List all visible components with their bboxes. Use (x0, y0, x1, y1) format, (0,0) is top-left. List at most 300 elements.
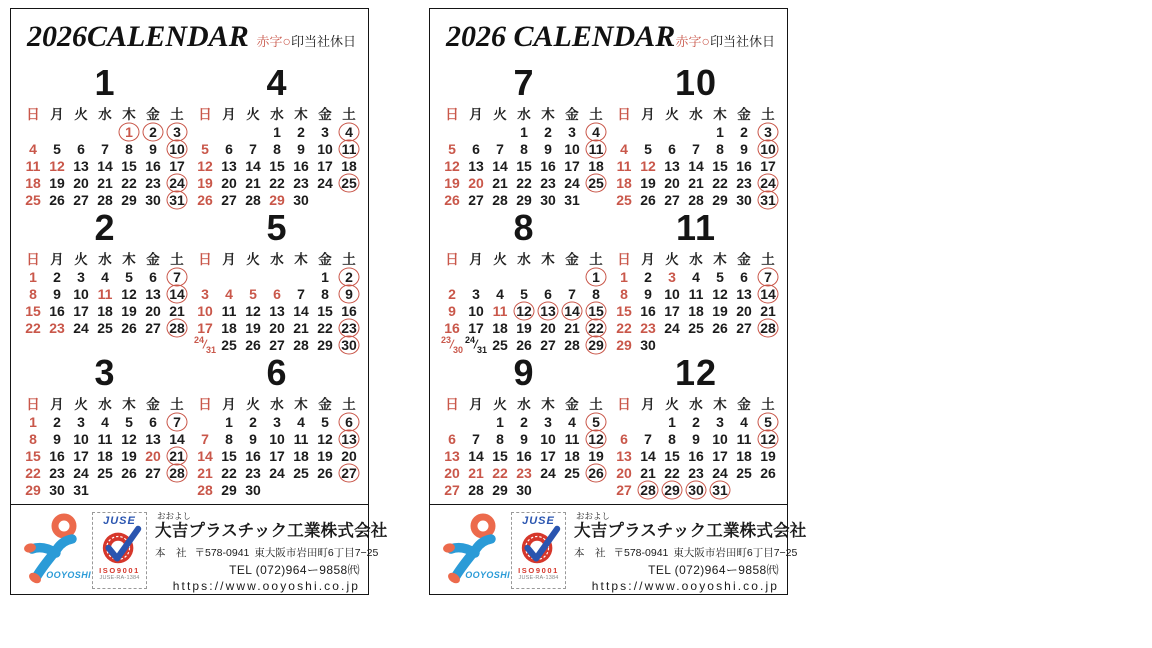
date-cell: 15 (317, 302, 333, 319)
date-cell: 5 (520, 285, 528, 302)
date-cell: 22 (584, 319, 608, 336)
month-grid (440, 393, 608, 498)
date-cell: 28 (688, 191, 704, 208)
month-grid (612, 393, 780, 498)
date-cell: 28 (492, 191, 508, 208)
date-cell: 4 (568, 413, 576, 430)
empty-cell (660, 336, 684, 353)
date-cell: 6 (337, 413, 361, 430)
date-cell: 1 (584, 268, 608, 285)
month-grid (440, 248, 608, 353)
weekday-label: 木 (122, 397, 136, 412)
date-cell: 24 (664, 319, 680, 336)
date-cell: 26 (245, 336, 261, 353)
date-cell: 22 (616, 319, 632, 336)
date-cell: 3 (201, 285, 209, 302)
date-cell: 9 (544, 140, 552, 157)
date-cell: 30 (145, 191, 161, 208)
date-cell: 22 (25, 464, 41, 481)
weekday-label: 日 (617, 252, 631, 267)
date-cell: 27 (145, 464, 161, 481)
date-cell: 14 (756, 285, 780, 302)
month-4 (193, 63, 361, 208)
date-cell: 29 (121, 191, 137, 208)
empty-cell (93, 123, 117, 140)
weekday-label: 木 (541, 107, 555, 122)
weekday-label: 火 (493, 107, 507, 122)
weekday-label: 火 (74, 107, 88, 122)
date-cell: 7 (756, 268, 780, 285)
date-cell: 21 (760, 302, 776, 319)
empty-cell (464, 123, 488, 140)
date-cell: 23 (145, 174, 161, 191)
date-cell: 22 (492, 464, 508, 481)
date-cell: 2 (692, 413, 700, 430)
date-cell: 4 (584, 123, 608, 140)
date-cell: 11 (337, 140, 361, 157)
date-cell: 8 (520, 140, 528, 157)
month-grid (612, 248, 780, 353)
date-cell: 1 (620, 268, 628, 285)
date-cell: 26 (444, 191, 460, 208)
weekday-label: 水 (517, 397, 531, 412)
weekday-label: 土 (589, 107, 603, 122)
date-cell: 4 (692, 268, 700, 285)
empty-cell (584, 191, 608, 208)
date-cell: 16 (688, 447, 704, 464)
empty-cell (45, 123, 69, 140)
empty-cell (560, 268, 584, 285)
iso-label: ISO9001 (99, 566, 140, 575)
empty-cell (337, 191, 361, 208)
date-cell: 24 (73, 464, 89, 481)
date-cell: 15 (664, 447, 680, 464)
month-number: 3 (94, 352, 116, 393)
date-cell: 22 (269, 174, 285, 191)
ooyoshi-logo (23, 512, 91, 588)
company-info (152, 511, 388, 593)
date-cell: 18 (688, 302, 704, 319)
empty-cell (464, 268, 488, 285)
date-cell: 20 (444, 464, 460, 481)
month-number: 10 (674, 62, 718, 103)
weekday-label: 土 (761, 107, 775, 122)
date-cell: 24 (73, 319, 89, 336)
date-cell: 16 (145, 157, 161, 174)
legend-red-text: 赤字 (256, 34, 283, 49)
date-cell: 4 (101, 413, 109, 430)
date-cell: 16 (540, 157, 556, 174)
date-cell: 29 (221, 481, 237, 498)
date-cell: 16 (444, 319, 460, 336)
juse-iso-badge (511, 512, 566, 589)
juse-registration-number: JUSE-RA-1384 (99, 575, 140, 581)
date-cell: 3 (716, 413, 724, 430)
date-cell: 19 (640, 174, 656, 191)
date-cell: 31 (165, 191, 189, 208)
date-cell: 21 (169, 302, 185, 319)
date-cell: 17 (169, 157, 185, 174)
weekday-label: 月 (641, 107, 655, 122)
month-grid (612, 103, 780, 208)
date-cell: 10 (197, 302, 213, 319)
empty-cell (488, 123, 512, 140)
empty-cell (141, 481, 165, 498)
date-cell: 15 (584, 302, 608, 319)
date-cell: 10 (165, 140, 189, 157)
date-cell: 14 (169, 430, 185, 447)
weekday-label: 水 (98, 397, 112, 412)
date-cell: 8 (496, 430, 504, 447)
date-cell: 25 (564, 464, 580, 481)
date-cell: 2 (53, 413, 61, 430)
date-cell: 11 (97, 285, 113, 302)
date-cell: 27 (444, 481, 460, 498)
weekday-label: 木 (122, 107, 136, 122)
date-cell: 7 (472, 430, 480, 447)
empty-cell (636, 413, 660, 430)
weekday-label: 木 (713, 107, 727, 122)
month-9 (440, 353, 608, 498)
month-grid (193, 393, 361, 498)
weekday-label: 日 (198, 107, 212, 122)
month-10 (612, 63, 780, 208)
date-cell: 28 (97, 191, 113, 208)
weekday-label: 火 (246, 397, 260, 412)
date-cell: 11 (492, 302, 508, 319)
month-number: 11 (675, 207, 717, 248)
date-cell: 14 (492, 157, 508, 174)
weekday-label: 日 (198, 397, 212, 412)
empty-cell (636, 123, 660, 140)
date-cell: 3 (77, 268, 85, 285)
legend-red-text: 赤字 (675, 34, 702, 49)
date-cell: 29 (660, 481, 684, 498)
date-cell: 26 (49, 191, 65, 208)
weekday-label: 木 (541, 252, 555, 267)
weekday-label: 月 (50, 397, 64, 412)
empty-cell (756, 336, 780, 353)
empty-cell (289, 481, 313, 498)
empty-cell (313, 191, 337, 208)
weekday-label: 水 (270, 397, 284, 412)
calendar-title: 2026 CALENDAR (446, 20, 676, 53)
date-cell: 12 (197, 157, 213, 174)
date-cell: 12 (584, 430, 608, 447)
date-cell: 21 (245, 174, 261, 191)
date-cell: 7 (165, 413, 189, 430)
date-cell: 13 (444, 447, 460, 464)
date-cell: 13 (73, 157, 89, 174)
date-cell: 1 (117, 123, 141, 140)
date-cell: 6 (448, 430, 456, 447)
weekday-label: 金 (146, 252, 160, 267)
date-cell: 8 (668, 430, 676, 447)
empty-cell (612, 123, 636, 140)
date-cell: 8 (321, 285, 329, 302)
date-cell: 5 (125, 268, 133, 285)
empty-cell (265, 268, 289, 285)
company-tel: TEL (072)964ー9858㈹ (229, 563, 360, 577)
date-cell: 4 (101, 268, 109, 285)
date-cell: 3 (321, 123, 329, 140)
date-cell: 6 (740, 268, 748, 285)
date-cell: 30 (640, 336, 656, 353)
weekday-label: 日 (445, 397, 459, 412)
date-cell: 9 (297, 140, 305, 157)
date-cell: 7 (165, 268, 189, 285)
date-cell: 20 (269, 319, 285, 336)
weekday-label: 木 (294, 252, 308, 267)
date-cell: 8 (273, 140, 281, 157)
empty-cell (21, 123, 45, 140)
date-cell: 19 (197, 174, 213, 191)
empty-cell (117, 481, 141, 498)
date-cell: 26 (712, 319, 728, 336)
date-cell: 27 (468, 191, 484, 208)
date-cell: 29 (25, 481, 41, 498)
empty-cell (93, 481, 117, 498)
address-text: 東大阪市岩田町6丁目7−25 (254, 547, 379, 559)
weekday-label: 日 (26, 397, 40, 412)
date-cell: 9 (692, 430, 700, 447)
weekday-label: 金 (565, 397, 579, 412)
date-cell: 18 (588, 157, 604, 174)
date-cell: 4 (740, 413, 748, 430)
date-cell: 24 (756, 174, 780, 191)
weekday-label: 日 (617, 107, 631, 122)
company-furigana: おおよし (157, 511, 192, 521)
date-cell: 4 (337, 123, 361, 140)
date-cell: 30 (516, 481, 532, 498)
date-cell: 20 (616, 464, 632, 481)
date-cell: 25 (616, 191, 632, 208)
date-cell: 10 (712, 430, 728, 447)
date-cell: 27 (221, 191, 237, 208)
date-cell: 18 (341, 157, 357, 174)
date-cell: 9 (448, 302, 456, 319)
address-text: 東大阪市岩田町6丁目7−25 (673, 547, 798, 559)
date-cell: 19 (49, 174, 65, 191)
date-cell: 17 (197, 319, 213, 336)
empty-cell (241, 123, 265, 140)
postal-code: 〒578-0941 (613, 547, 669, 559)
ooyoshi-logo (442, 512, 510, 588)
month-number: 6 (266, 352, 288, 393)
empty-cell (464, 413, 488, 430)
date-cell: 9 (149, 140, 157, 157)
date-cell: 12 (640, 157, 656, 174)
date-cell: 29 (269, 191, 285, 208)
date-cell: 6 (668, 140, 676, 157)
date-cell: 18 (736, 447, 752, 464)
month-number: 1 (94, 62, 116, 103)
month-1 (21, 63, 189, 208)
weekday-label: 金 (318, 252, 332, 267)
date-cell: 27 (664, 191, 680, 208)
date-cell: 9 (53, 430, 61, 447)
date-cell: 24 (165, 174, 189, 191)
date-cell: 14 (293, 302, 309, 319)
month-grid (21, 248, 189, 336)
company-footer (11, 504, 388, 594)
company-furigana: おおよし (576, 511, 611, 521)
month-11 (612, 208, 780, 353)
date-cell: 29 (492, 481, 508, 498)
date-cell: 3 (668, 268, 676, 285)
date-cell: 4 (29, 140, 37, 157)
date-cell: 27 (269, 336, 285, 353)
weekday-label: 金 (565, 107, 579, 122)
date-cell: 11 (293, 430, 309, 447)
date-cell: 3 (544, 413, 552, 430)
company-footer (430, 504, 807, 594)
weekday-label: 土 (589, 397, 603, 412)
date-cell: 7 (568, 285, 576, 302)
date-cell: 19 (317, 447, 333, 464)
weekday-label: 月 (222, 397, 236, 412)
date-cell: 25 (293, 464, 309, 481)
date-cell: 9 (520, 430, 528, 447)
date-cell: 30 (245, 481, 261, 498)
date-cell: 10 (269, 430, 285, 447)
date-cell: 15 (269, 157, 285, 174)
date-cell: 8 (716, 140, 724, 157)
weekday-label: 日 (445, 252, 459, 267)
date-cell: 26 (121, 319, 137, 336)
date-cell: 30 (684, 481, 708, 498)
date-cell: 16 (640, 302, 656, 319)
date-cell: 19 (444, 174, 460, 191)
date-cell: 31 (564, 191, 580, 208)
empty-cell (313, 481, 337, 498)
date-cell: 21 (293, 319, 309, 336)
date-cell: 22 (516, 174, 532, 191)
date-cell: 5 (644, 140, 652, 157)
date-cell: 20 (145, 302, 161, 319)
date-cell: 20 (540, 319, 556, 336)
date-cell: 20 (664, 174, 680, 191)
date-cell: 5 (201, 140, 209, 157)
weekday-label: 金 (737, 107, 751, 122)
date-cell: 4 (496, 285, 504, 302)
juse-check-icon (99, 526, 141, 568)
date-cell: 25 (221, 336, 237, 353)
date-cell: 12 (317, 430, 333, 447)
weekday-label: 月 (469, 107, 483, 122)
date-cell: 10 (73, 430, 89, 447)
weekday-label: 水 (270, 107, 284, 122)
calendar-title: 2026CALENDAR (27, 20, 249, 53)
date-cell: 10 (540, 430, 556, 447)
date-cell: 1 (29, 268, 37, 285)
date-cell: 27 (145, 319, 161, 336)
date-cell: 9 (644, 285, 652, 302)
empty-cell (512, 268, 536, 285)
weekday-label: 土 (170, 252, 184, 267)
empty-cell (440, 268, 464, 285)
empty-cell (289, 268, 313, 285)
date-cell: 31 (708, 481, 732, 498)
month-grid (21, 103, 189, 208)
date-cell: 2 (740, 123, 748, 140)
date-cell: 3 (472, 285, 480, 302)
date-cell: 22 (712, 174, 728, 191)
date-cell: 21 (468, 464, 484, 481)
date-cell: 26 (760, 464, 776, 481)
month-number: 8 (513, 207, 535, 248)
date-cell: 13 (468, 157, 484, 174)
date-cell: 13 (616, 447, 632, 464)
date-cell: 28 (468, 481, 484, 498)
juse-iso-badge (92, 512, 147, 589)
empty-cell (536, 481, 560, 498)
date-cell: 17 (540, 447, 556, 464)
date-cell: 25 (584, 174, 608, 191)
date-cell: 4 (225, 285, 233, 302)
date-cell: 6 (273, 285, 281, 302)
date-cell: 23 (688, 464, 704, 481)
date-cell: 11 (688, 285, 704, 302)
weekday-label: 火 (665, 397, 679, 412)
weekday-label: 火 (493, 252, 507, 267)
date-cell: 30 (540, 191, 556, 208)
date-cell: 21 (97, 174, 113, 191)
date-cell: 31 (756, 191, 780, 208)
date-cell: 19 (712, 302, 728, 319)
date-cell: 13 (664, 157, 680, 174)
date-cell: 2 (53, 268, 61, 285)
date-cell: 24 / 31 (194, 335, 216, 355)
date-cell: 29 (516, 191, 532, 208)
date-cell: 4 (297, 413, 305, 430)
date-cell: 30 (293, 191, 309, 208)
date-cell: 27 (73, 191, 89, 208)
date-cell: 17 (468, 319, 484, 336)
date-cell: 14 (245, 157, 261, 174)
date-cell: 2 (520, 413, 528, 430)
date-cell: 18 (293, 447, 309, 464)
weekday-label: 月 (50, 252, 64, 267)
date-cell: 26 (584, 464, 608, 481)
company-url: https://www.ooyoshi.co.jp (172, 579, 360, 593)
date-cell: 6 (149, 413, 157, 430)
date-cell: 6 (620, 430, 628, 447)
calendar-card-jul-dec (429, 8, 807, 595)
date-cell: 7 (101, 140, 109, 157)
date-cell: 23 (49, 319, 65, 336)
empty-cell (440, 123, 464, 140)
date-cell: 21 (165, 447, 189, 464)
date-cell: 11 (97, 430, 113, 447)
date-cell: 18 (97, 447, 113, 464)
date-cell: 28 (293, 336, 309, 353)
month-6 (193, 353, 361, 498)
date-cell: 12 (121, 285, 137, 302)
month-number: 9 (513, 352, 535, 393)
date-cell: 1 (716, 123, 724, 140)
month-7 (440, 63, 608, 208)
weekday-label: 土 (589, 252, 603, 267)
date-cell: 30 (337, 336, 361, 353)
date-cell: 13 (145, 430, 161, 447)
weekday-label: 日 (617, 397, 631, 412)
date-cell: 10 (468, 302, 484, 319)
weekday-label: 木 (713, 252, 727, 267)
date-cell: 24 (269, 464, 285, 481)
date-cell: 22 (664, 464, 680, 481)
date-cell: 9 (337, 285, 361, 302)
